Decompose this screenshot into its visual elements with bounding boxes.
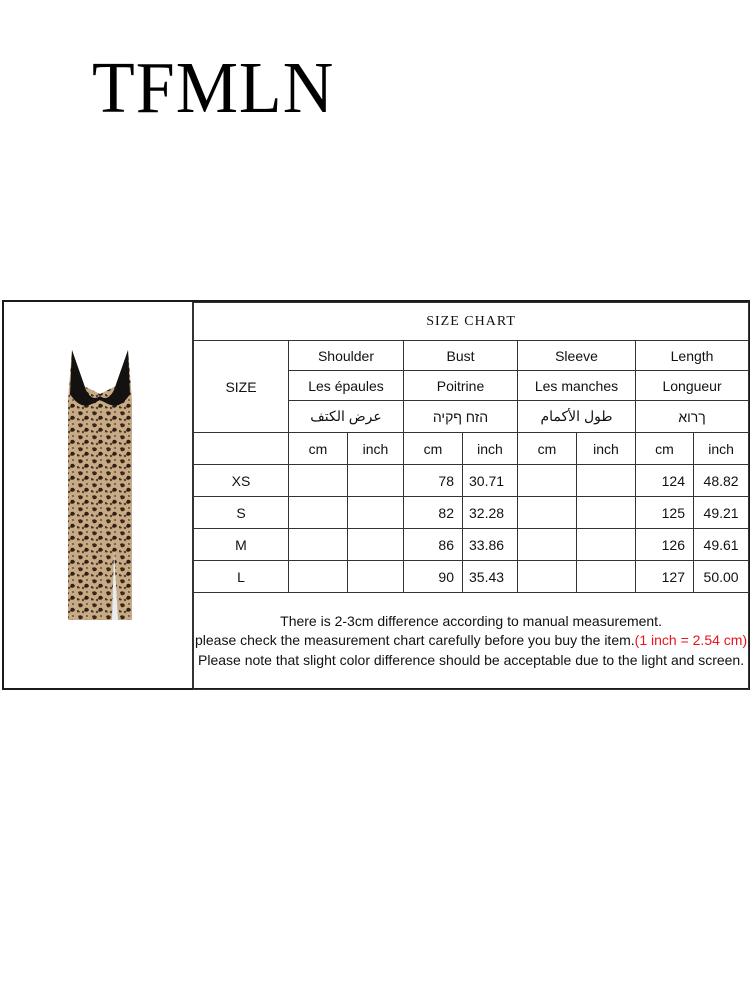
length-cm: 126 — [636, 529, 694, 561]
header-sleeve-fr: Les manches — [518, 371, 636, 401]
sleeve-cm — [518, 561, 577, 593]
header-shoulder: Shoulder — [289, 341, 404, 371]
unit-inch: inch — [348, 433, 404, 465]
table-row — [194, 561, 749, 593]
note-difference: There is 2-3cm difference according to manual measurement. — [280, 612, 662, 629]
brand-logo: TFMLN — [92, 47, 335, 129]
sleeve-cm — [518, 529, 577, 561]
table-row — [194, 529, 749, 561]
bust-cm: 86 — [404, 529, 463, 561]
bust-cm: 78 — [404, 465, 463, 497]
chart-title: SIZE CHART — [194, 303, 749, 341]
shoulder-cm — [289, 561, 348, 593]
shoulder-cm — [289, 529, 348, 561]
unit-inch: inch — [463, 433, 518, 465]
header-shoulder-ar: عرض الكتف — [289, 401, 404, 433]
table-row — [194, 465, 749, 497]
bust-cm: 82 — [404, 497, 463, 529]
measurement-notes — [194, 593, 749, 690]
bust-inch: 35.43 — [463, 561, 518, 593]
note-color-difference: Please note that slight color difference should be acceptable due to the light and screen. — [198, 651, 745, 668]
length-inch: 50.00 — [694, 561, 749, 593]
shoulder-inch — [348, 497, 404, 529]
units-spacer — [194, 433, 289, 465]
header-bust: Bust — [404, 341, 518, 371]
size-column-header: SIZE — [194, 341, 289, 433]
dress-image — [62, 350, 138, 620]
sleeve-inch — [577, 561, 636, 593]
header-bust-he: הזח ףקיה — [404, 401, 518, 433]
unit-inch: inch — [577, 433, 636, 465]
bust-cm: 90 — [404, 561, 463, 593]
length-inch: 49.61 — [694, 529, 749, 561]
header-sleeve: Sleeve — [518, 341, 636, 371]
bust-inch: 30.71 — [463, 465, 518, 497]
unit-cm: cm — [636, 433, 694, 465]
length-inch: 49.21 — [694, 497, 749, 529]
size-label: S — [194, 497, 289, 529]
bust-inch: 33.86 — [463, 529, 518, 561]
header-length-he: ךרוא — [636, 401, 749, 433]
shoulder-inch — [348, 529, 404, 561]
size-label: XS — [194, 465, 289, 497]
sleeve-cm — [518, 497, 577, 529]
note-check-text: please check the measurement chart carefully before you buy the item. — [194, 632, 635, 649]
shoulder-inch — [348, 561, 404, 593]
header-sleeve-ar: طول الأكمام — [518, 401, 636, 433]
sleeve-inch — [577, 529, 636, 561]
shoulder-inch — [348, 465, 404, 497]
sleeve-inch — [577, 497, 636, 529]
size-chart-frame — [2, 300, 750, 690]
note-check-chart — [194, 631, 748, 651]
sleeve-cm — [518, 465, 577, 497]
length-cm: 127 — [636, 561, 694, 593]
header-length: Length — [636, 341, 749, 371]
table-row — [194, 497, 749, 529]
unit-cm: cm — [289, 433, 348, 465]
size-label: M — [194, 529, 289, 561]
header-length-fr: Longueur — [636, 371, 749, 401]
unit-cm: cm — [404, 433, 463, 465]
bust-inch: 32.28 — [463, 497, 518, 529]
header-bust-fr: Poitrine — [404, 371, 518, 401]
length-cm: 124 — [636, 465, 694, 497]
size-label: L — [194, 561, 289, 593]
length-cm: 125 — [636, 497, 694, 529]
shoulder-cm — [289, 465, 348, 497]
sleeve-inch — [577, 465, 636, 497]
header-shoulder-fr: Les épaules — [289, 371, 404, 401]
note-conversion: (1 inch = 2.54 cm) — [634, 632, 748, 649]
unit-inch: inch — [694, 433, 749, 465]
size-chart-table — [193, 302, 749, 690]
shoulder-cm — [289, 497, 348, 529]
unit-cm: cm — [518, 433, 577, 465]
product-photo-cell — [4, 302, 193, 688]
length-inch: 48.82 — [694, 465, 749, 497]
